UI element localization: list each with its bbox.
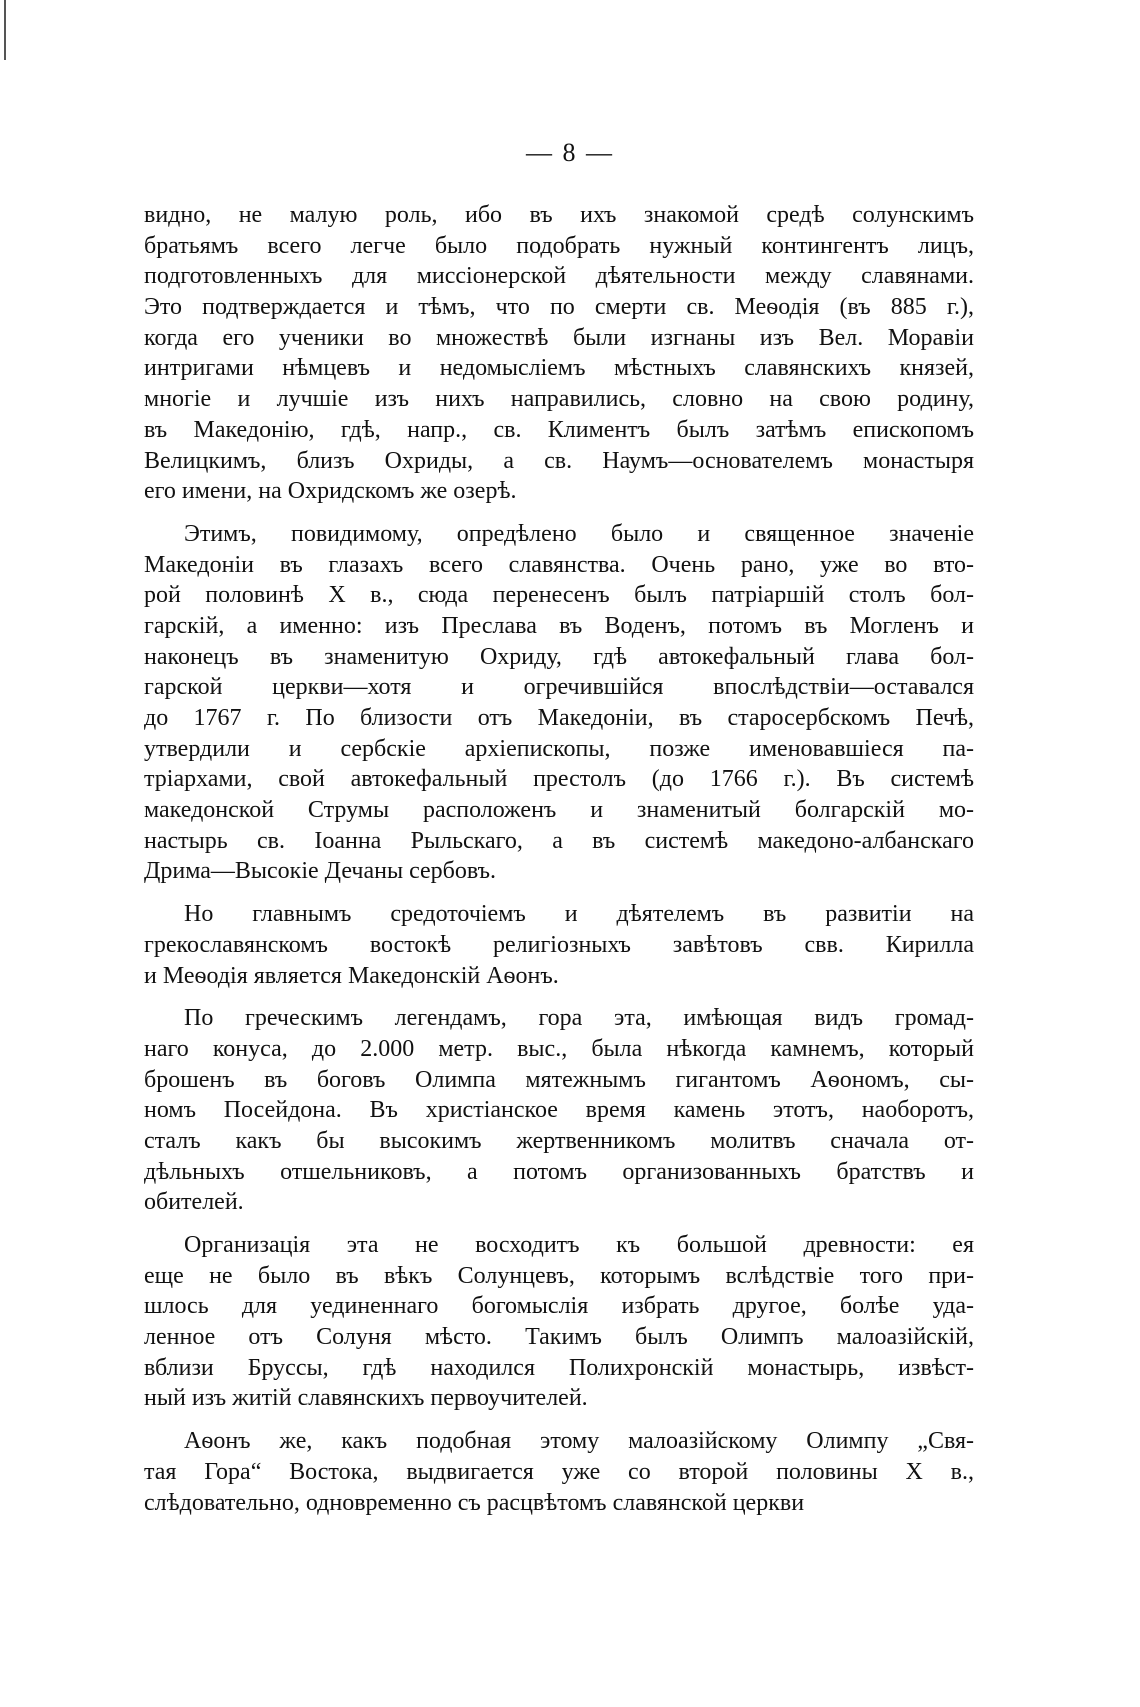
text-line: настырь св. Іоанна Рыльскаго, а въ системѣ македоно-албанскаго xyxy=(144,827,974,854)
text-line: македонской Струмы расположенъ и знаменитый болгарскій мо- xyxy=(144,797,974,824)
text-line: видно, не малую роль, ибо въ ихъ знакомой средѣ солунскимъ xyxy=(144,202,974,228)
text-line: Это подтверждается и тѣмъ, что по смерти св. Меѳодія (въ 885 г.), xyxy=(144,294,974,321)
paragraph xyxy=(144,1003,974,1218)
text-line: Организація эта не восходитъ къ большой древности: ея xyxy=(184,1232,974,1258)
text-line: ленное отъ Солуня мѣсто. Такимъ былъ Олимпъ малоазійскій, xyxy=(144,1324,974,1351)
text-line: утвердили и сербскіе архіепископы, позже именовавшіеся па- xyxy=(144,735,974,762)
text-line: братьямъ всего легче было подобрать нужный контингентъ лицъ, xyxy=(144,232,974,259)
text-line: По греческимъ легендамъ, гора эта, имѣющая видъ громад- xyxy=(184,1005,974,1032)
paragraph xyxy=(144,1426,974,1518)
text-line: дѣльныхъ отшельниковъ, а потомъ организованныхъ братствъ и xyxy=(144,1158,974,1185)
text-line: подготовленныхъ для миссіонерской дѣятельности между славянами. xyxy=(144,263,974,290)
text-line: въ Македонію, гдѣ, напр., св. Климентъ былъ затѣмъ епископомъ xyxy=(144,416,974,443)
text-line: наго конуса, до 2.000 метр. выс., была нѣкогда камнемъ, который xyxy=(144,1035,974,1062)
text-line: обителей. xyxy=(144,1189,244,1216)
text-line: грекославянскомъ востокѣ религіозныхъ завѣтовъ свв. Кирилла xyxy=(144,931,974,958)
text-line: тріархами, свой автокефальный престолъ (до 1766 г.). Въ системѣ xyxy=(144,766,974,793)
body-text xyxy=(144,200,974,1530)
text-line: номъ Посейдона. Въ христіанское время камень этотъ, наоборотъ, xyxy=(144,1097,974,1124)
page-number: — 8 — xyxy=(526,138,614,167)
text-line: Аѳонъ же, какъ подобная этому малоазійскому Олимпу „Свя- xyxy=(184,1428,974,1455)
text-line: тая Гора“ Востока, выдвигается уже со второй половины X в., xyxy=(144,1458,974,1485)
text-line: когда его ученики во множествѣ были изгнаны изъ Вел. Моравіи xyxy=(144,324,974,351)
text-line: шлось для уединеннаго богомыслія избрать другое, болѣе уда- xyxy=(144,1293,974,1320)
paragraph xyxy=(144,1230,974,1414)
text-line: гарской церкви—хотя и огречившійся впослѣдствіи—оставался xyxy=(144,674,974,701)
paragraph xyxy=(144,899,974,991)
scan-edge-mark xyxy=(4,0,6,60)
text-line: Но главнымъ средоточіемъ и дѣятелемъ въ развитіи на xyxy=(184,901,974,928)
text-line: интригами нѣмцевъ и недомысліемъ мѣстныхъ славянскихъ князей, xyxy=(144,355,974,382)
text-line: рой половинѣ X в., сюда перенесенъ былъ патріаршій столъ бол- xyxy=(144,582,974,609)
text-line: Велицкимъ, близъ Охриды, а св. Наумъ—основателемъ монастыря xyxy=(144,447,974,474)
paragraph xyxy=(144,519,974,887)
text-line: брошенъ въ боговъ Олимпа мятежнымъ гигантомъ Аѳономъ, сы- xyxy=(144,1066,974,1093)
text-line: гарскій, а именно: изъ Преслава въ Воденъ, потомъ въ Могленъ и xyxy=(144,612,974,639)
text-line: ный изъ житій славянскихъ первоучителей. xyxy=(144,1385,588,1412)
text-line: еще не было въ вѣкъ Солунцевъ, которымъ вслѣдствіе того при- xyxy=(144,1262,974,1289)
text-line: Этимъ, повидимому, опредѣлено было и священное значеніе xyxy=(184,520,974,547)
paragraph xyxy=(144,200,974,507)
text-line: Македоніи въ глазахъ всего славянства. Очень рано, уже во вто- xyxy=(144,551,974,578)
text-line: и Меѳодія является Македонскій Аѳонъ. xyxy=(144,962,559,989)
text-line: слѣдовательно, одновременно съ расцвѣтомъ славянской церкви xyxy=(144,1489,805,1516)
text-line: Дрима—Высокіе Дечаны сербовъ. xyxy=(144,858,497,885)
text-line: до 1767 г. По близости отъ Македоніи, въ старосербскомъ Печѣ, xyxy=(144,705,974,731)
text-line: вблизи Бруссы, гдѣ находился Полихронскій монастырь, извѣст- xyxy=(144,1354,974,1381)
text-line: его имени, на Охридскомъ же озерѣ. xyxy=(144,478,517,505)
text-line: сталъ какъ бы высокимъ жертвенникомъ молитвъ сначала от- xyxy=(144,1127,974,1154)
text-line: многіе и лучшіе изъ нихъ направились, словно на свою родину, xyxy=(144,386,974,413)
text-line: наконецъ въ знаменитую Охриду, гдѣ автокефальный глава бол- xyxy=(144,643,974,670)
